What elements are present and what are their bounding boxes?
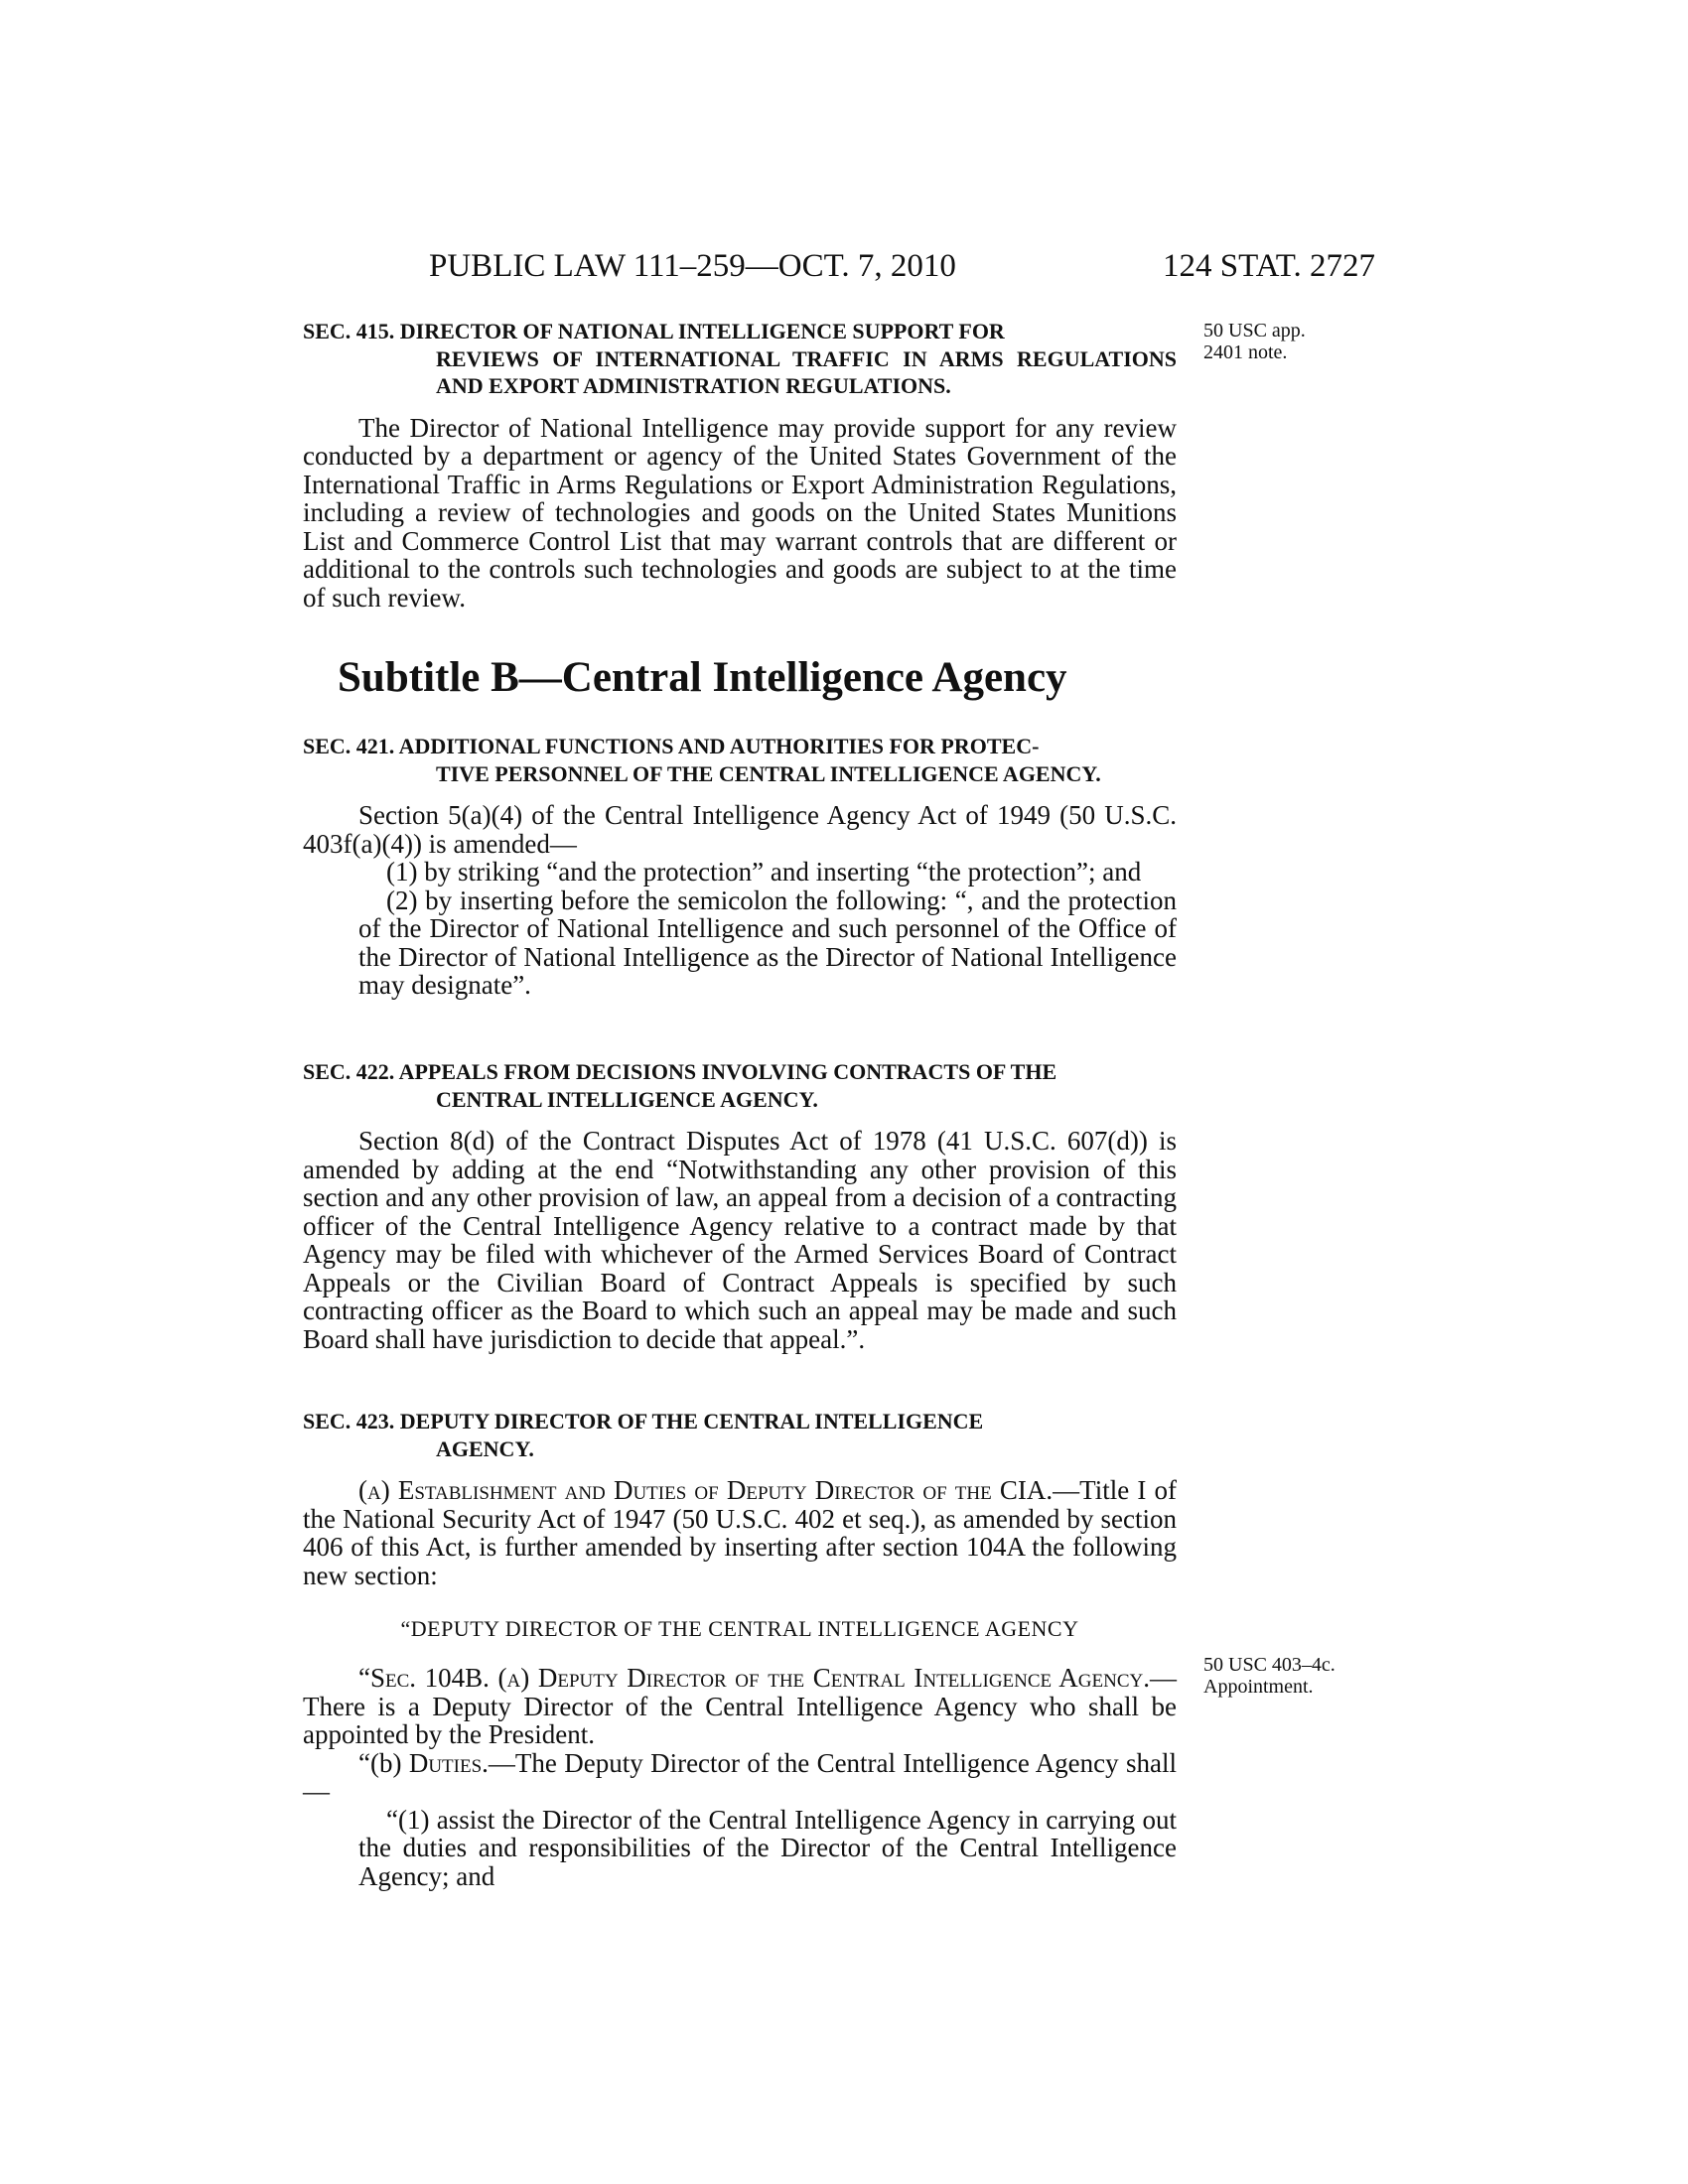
section-104b-paragraph-1: “(1) assist the Director of the Central Intelligence Agency in carrying out the duties and responsibilities of the Director of the Central Intelligence Agency; and: [358, 1804, 1177, 1891]
section-421-heading: [303, 733, 1177, 787]
section-104b-text: —There is a Deputy Director of the Central Intelligence Agency who shall be appointed by the President.: [303, 1663, 1177, 1749]
section-421-item-2: (2) by inserting before the semicolon the following: “, and the protection of the Director of National Intelligence and such personnel of the Office of the Director of National Intelligence as the Director of National Intelligence may designate”.: [358, 885, 1177, 1000]
section-title-rest: REVIEWS OF INTERNATIONAL TRAFFIC IN ARMS REGULATIONS AND EXPORT ADMINISTRATION REGULATIONS.: [436, 345, 1177, 398]
subsection-a-text: —Title I of the National Security Act of 1947 (50 U.S.C. 402 et seq.), as amended by section 406 of this Act, is further amended by inserting after section 104A the following new section:: [303, 1475, 1177, 1590]
section-422-body: Section 8(d) of the Contract Disputes Act of 1978 (41 U.S.C. 607(d)) is amended by adding at the end “Notwithstanding any other provision of this section and any other provision of law, an appeal from a decision of a contracting officer of the Central Intelligence Agency relative to a contract made by that Agency may be filed with whichever of the Armed Services Board of Contract Appeals or the Civilian Board of Contract Appeals is specified by such contracting officer as the Board to which such an appeal may be made and such Board shall have jurisdiction to decide that appeal.”.: [303, 1126, 1177, 1354]
running-header: [298, 248, 1375, 288]
section-title-first-line: APPEALS FROM DECISIONS INVOLVING CONTRACTS OF THE: [398, 1059, 1057, 1084]
section-104b-subsection-b: [303, 1749, 1177, 1806]
section-number: SEC. 415.: [303, 319, 395, 343]
section-number: SEC. 423.: [303, 1409, 395, 1433]
subsection-b-prefix: “(b): [358, 1747, 409, 1778]
section-title-rest: CENTRAL INTELLIGENCE AGENCY.: [436, 1086, 818, 1112]
margin-note-line: 50 USC 403–4c.: [1203, 1654, 1336, 1676]
subsection-b-heading: Duties.: [408, 1747, 489, 1778]
section-104b-heading: Deputy Director of the Central Intelligence Agency.: [537, 1663, 1150, 1693]
section-104b: [303, 1664, 1177, 1890]
section-423-subsection-a: [303, 1476, 1177, 1589]
section-title-first-line: DEPUTY DIRECTOR OF THE CENTRAL INTELLIGENCE: [399, 1409, 984, 1433]
header-stat-page: 124 STAT. 2727: [1162, 248, 1375, 284]
section-422-heading: [303, 1058, 1177, 1113]
subsection-b-text: —The Deputy Director of the Central Intelligence Agency shall—: [303, 1747, 1178, 1806]
section-415: [303, 318, 1177, 612]
section-421-item-1: (1) by striking “and the protection” and inserting “the protection”; and: [386, 857, 1142, 887]
section-title-first-line: ADDITIONAL FUNCTIONS AND AUTHORITIES FOR PROTEC-: [398, 734, 1040, 758]
section-423: [303, 1408, 1177, 1589]
section-423-heading: [303, 1408, 1177, 1462]
section-104b-subsection-a: [303, 1664, 1177, 1749]
section-title-rest: AGENCY.: [436, 1435, 534, 1461]
section-104b-prefix: “Sec. 104B. (a): [358, 1663, 538, 1693]
section-421-intro: Section 5(a)(4) of the Central Intelligence Agency Act of 1949 (50 U.S.C. 403f(a)(4)) is amended—: [303, 800, 1177, 859]
section-number: SEC. 422.: [303, 1059, 395, 1084]
section-title-first-line: DIRECTOR OF NATIONAL INTELLIGENCE SUPPORT FOR: [399, 319, 1005, 343]
margin-note-line: Appointment.: [1203, 1676, 1314, 1698]
subsection-a-heading: (a) Establishment and Duties of Deputy Director of the CIA.: [358, 1475, 1054, 1505]
section-title-rest: TIVE PERSONNEL OF THE CENTRAL INTELLIGENCE AGENCY.: [436, 760, 1101, 786]
subtitle-heading: Subtitle B—Central Intelligence Agency: [338, 654, 1067, 701]
section-415-body: The Director of National Intelligence may provide support for any review conducted by a department or agency of the United States Government of the International Traffic in Arms Regulations or Export Administration Regulations, including a review of technologies and goods on the United States Munitions List and Commerce Control List that may warrant controls that are different or additional to the controls such technologies and goods are subject to at the time of such review.: [303, 412, 1177, 613]
margin-note-line: 2401 note.: [1203, 341, 1288, 363]
header-title: PUBLIC LAW 111–259—OCT. 7, 2010: [429, 248, 956, 284]
inserted-section-heading: “DEPUTY DIRECTOR OF THE CENTRAL INTELLIGENCE AGENCY: [400, 1616, 1079, 1641]
section-421: [303, 733, 1177, 1000]
section-422: [303, 1058, 1177, 1353]
margin-note-line: 50 USC app.: [1203, 320, 1306, 341]
margin-note-usc-app: [1203, 320, 1306, 363]
section-number: SEC. 421.: [303, 734, 395, 758]
margin-note-usc-403: [1203, 1654, 1336, 1698]
section-415-heading: [303, 318, 1177, 400]
